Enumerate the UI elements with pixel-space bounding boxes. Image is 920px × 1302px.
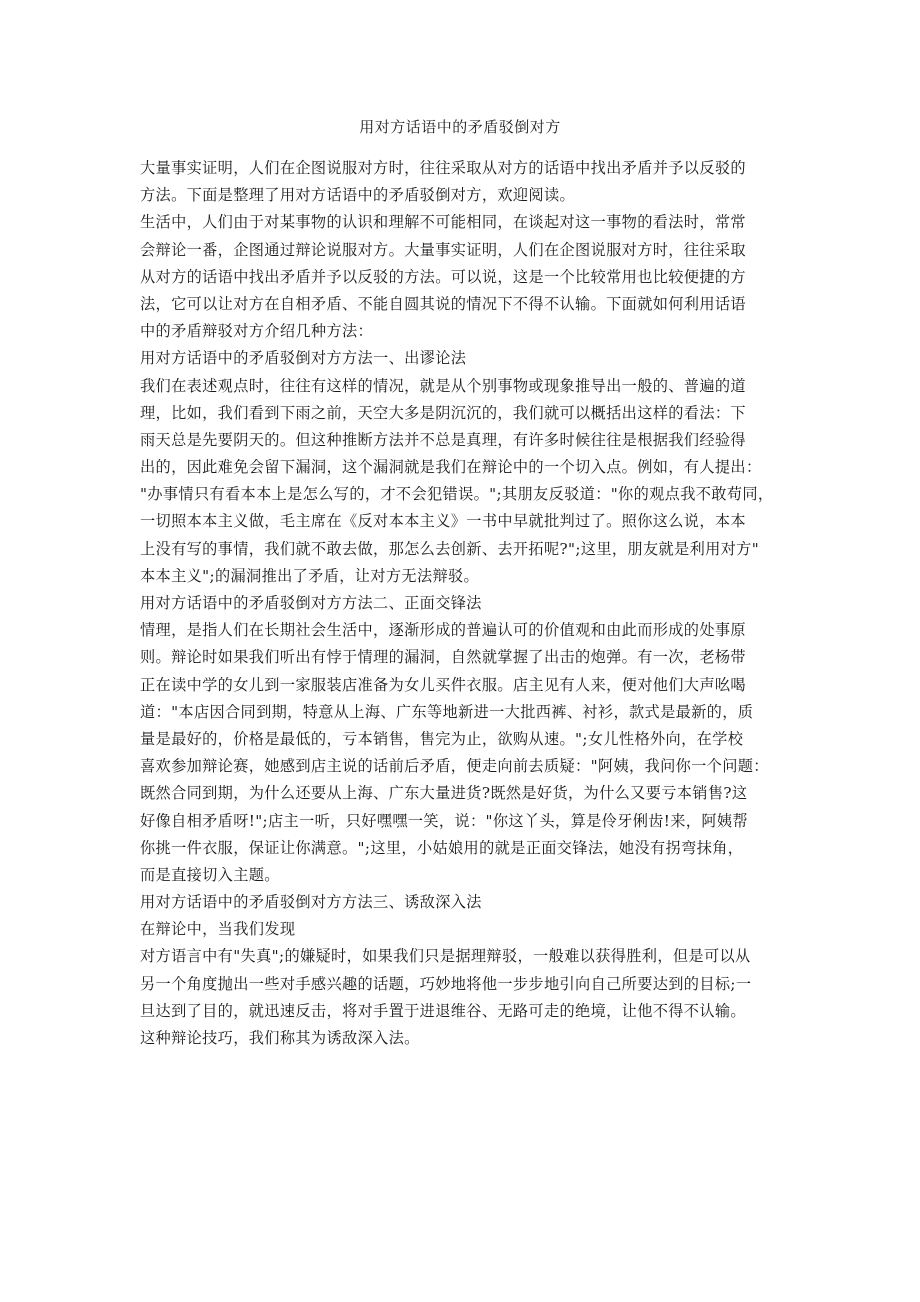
text-line: 道："本店因合同到期，特意从上海、广东等地新进一大批西裤、衬衫，款式是最新的，质	[140, 702, 754, 721]
text-line: 喜欢参加辩论赛，她感到店主说的话前后矛盾，便走向前去质疑："阿姨，我问你一个问题：	[140, 757, 769, 776]
text-line: 生活中，人们由于对某事物的认识和理解不可能相同，在谈起对这一事物的看法时，常常	[140, 213, 746, 232]
text-line: 旦达到了目的，就迅速反击，将对手置于进退维谷、无路可走的绝境，让他不得不认输。	[140, 1001, 746, 1020]
text-line: 大量事实证明，人们在企图说服对方时，往往采取从对方的话语中找出矛盾并予以反驳的	[140, 159, 746, 177]
text-line: 这种辩论技巧，我们称其为诱敌深入法。	[140, 1029, 420, 1047]
text-line: 用对方话语中的矛盾驳倒对方方法三、诱敌深入法	[140, 893, 482, 912]
text-line: 会辩论一番，企图通过辩论说服对方。大量事实证明，人们在企图说服对方时，往往采取	[140, 240, 746, 259]
text-line: 本本主义";的漏洞推出了矛盾，让对方无法辩驳。	[140, 566, 480, 585]
text-line: 在辩论中，当我们发现	[140, 920, 296, 939]
text-line: 则。辩论时如果我们听出有悖于情理的漏洞，自然就掌握了出击的炮弹。有一次，老杨带	[140, 648, 746, 667]
text-line: 情理，是指人们在长期社会生活中，逐渐形成的普遍认可的价值观和由此而形成的处事原	[140, 621, 746, 640]
text-line: 好像自相矛盾呀!";店主一听，只好嘿嘿一笑，说："你这丫头，算是伶牙俐齿!来，阿姨帮	[140, 811, 748, 830]
text-line: 上没有写的事情，我们就不敢去做，那怎么去创新、去开拓呢?";这里，朋友就是利用对方"	[140, 539, 760, 558]
text-line: 方法。下面是整理了用对方话语中的矛盾驳倒对方，欢迎阅读。	[140, 186, 576, 205]
text-line: 一切照本本主义做，毛主席在《反对本本主义》一书中早就批判过了。照你这么说，本本	[140, 512, 746, 531]
text-line: 另一个角度抛出一些对手感兴趣的话题，巧妙地将他一步步地引向自己所要达到的目标;一	[140, 974, 752, 993]
text-line: 既然合同到期，为什么还要从上海、广东大量进货?既然是好货，为什么又要亏本销售?这	[140, 784, 748, 803]
document-body	[140, 155, 780, 1052]
text-line: "办事情只有看本本上是怎么写的，才不会犯错误。";其朋友反驳道："你的观点我不敢苟同，	[140, 485, 774, 504]
text-line: 法，它可以让对方在自相矛盾、不能自圆其说的情况下不得不认输。下面就如何利用话语	[140, 294, 746, 313]
text-line: 用对方话语中的矛盾驳倒对方方法一、出谬论法	[140, 349, 467, 368]
text-line: 用对方话语中的矛盾驳倒对方方法二、正面交锋法	[140, 594, 482, 612]
document-title: 用对方话语中的矛盾驳倒对方	[359, 118, 561, 136]
text-line: 对方语言中有"失真";的嫌疑时，如果我们只是据理辩驳，一般难以获得胜利，但是可以从	[140, 947, 751, 966]
text-line: 雨天总是先要阴天的。但这种推断方法并不总是真理，有许多时候往往是根据我们经验得	[140, 430, 746, 449]
text-line: 正在读中学的女儿到一家服装店准备为女儿买件衣服。店主见有人来，便对他们大声吆喝	[140, 675, 746, 694]
text-line: 而是直接切入主题。	[140, 865, 280, 884]
text-line: 你挑一件衣服，保证让你满意。";这里，小姑娘用的就是正面交锋法，她没有拐弯抹角，	[140, 838, 744, 857]
text-line: 中的矛盾辩驳对方介绍几种方法：	[140, 322, 374, 341]
text-line: 出的，因此难免会留下漏洞，这个漏洞就是我们在辩论中的一个切入点。例如，有人提出：	[140, 458, 762, 477]
text-line: 量是最好的，价格是最低的，亏本销售，售完为止，欲购从速。";女儿性格外向，在学校	[140, 729, 744, 748]
text-line: 我们在表述观点时，往往有这样的情况，就是从个别事物或现象推导出一般的、普遍的道	[140, 376, 746, 395]
text-line: 理，比如，我们看到下雨之前，天空大多是阴沉沉的，我们就可以概括出这样的看法：下	[140, 403, 746, 422]
text-line: 从对方的话语中找出矛盾并予以反驳的方法。可以说，这是一个比较常用也比较便捷的方	[140, 267, 746, 286]
